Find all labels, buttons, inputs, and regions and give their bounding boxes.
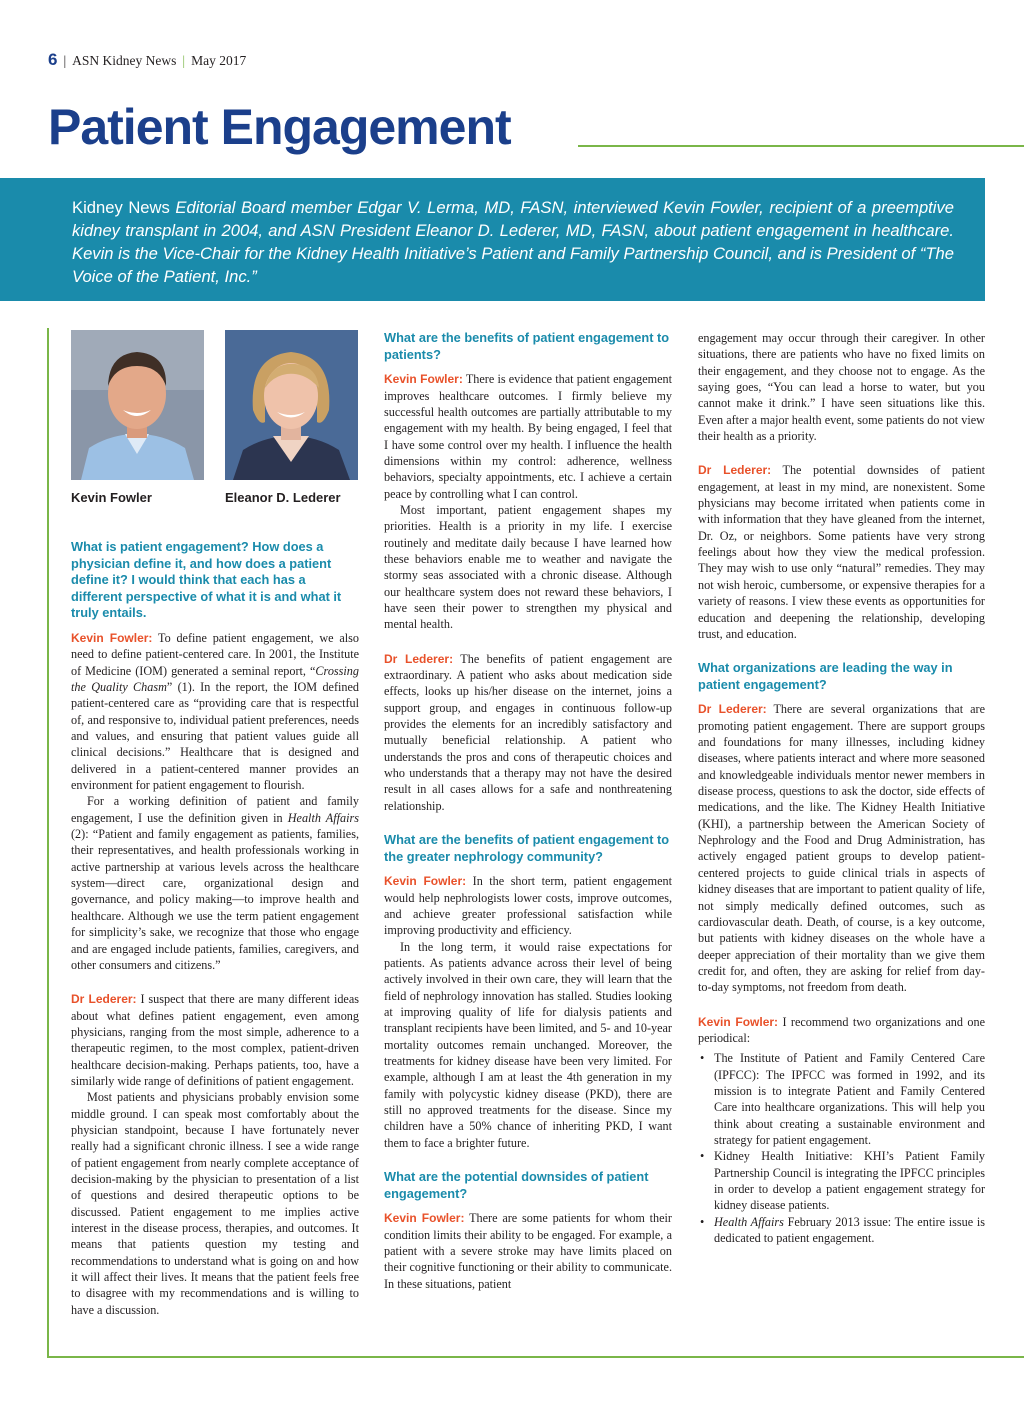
answer-text: ” (1). In the report, the IOM defined patient-centered care as “providing care that is respectful of, and responsive to, individual patient preferences, needs and values, and ensuring that patient values guide all clinical decisions.” Healthcare that is designed and delivered in a patient-centered manner provides an environment for patient engagement to flourish.: [71, 680, 359, 793]
photo-kevin-fowler: [71, 330, 204, 480]
answer-paragraph: [698, 701, 985, 995]
speaker-label: Dr Lederer:: [384, 651, 454, 666]
speaker-label: Dr Lederer:: [71, 992, 137, 1007]
answer-text: To define patient engagement, we also need to define patient-centered care. In 2001, the Institute of Medicine (IOM) generated a seminal report, “: [71, 630, 359, 678]
column-2: [384, 330, 672, 1292]
answer-paragraph: engagement may occur through their caregiver. In other situations, there are patients who have no fixed limits on their engagement, and they choose not to engage. As the saying goes, “You can lead a horse to water, but you cannot make it drink.” I have seen situations like this. Even after a major health event, some patients do not view their health as a priority.: [698, 331, 985, 444]
answer-paragraph: [71, 793, 359, 973]
citation-title: Health Affairs: [714, 1214, 784, 1229]
publication-name: ASN Kidney News: [72, 53, 177, 68]
header-separator: |: [182, 53, 186, 68]
answer-paragraph: [71, 991, 359, 1089]
list-item: • The Institute of Patient and Family Centered Care (IPFCC): The IPFCC was formed in 1992, and its mission is to integrate Patient and Family Centered Care into healthcare organizations. This will help you think about creating a sustainable environment and strategy for patient engagement.: [698, 1050, 985, 1148]
answer-text: I suspect that there are many different ideas about what defines patient engagement, even among physicians, ranging from the most simple, adherence to a therapeutic regimen, to the most complex, patient-driven healthcare decision-making. Perhaps patients, too, have a similarly wide range of definitions of patient engagement.: [71, 992, 359, 1088]
column-1: [71, 330, 359, 1318]
photo-caption-left: Kevin Fowler: [71, 490, 152, 505]
speaker-label: Kevin Fowler:: [384, 372, 463, 387]
question-heading: What are the benefits of patient engagement to the greater nephrology community?: [384, 832, 670, 864]
speaker-label: Kevin Fowler:: [698, 1014, 779, 1029]
citation-title: Health Affairs: [287, 810, 359, 825]
speaker-label: Kevin Fowler:: [384, 1211, 465, 1226]
question-heading: What are the potential downsides of patient engagement?: [384, 1169, 649, 1201]
answer-paragraph: In the long term, it would raise expectations for patients. As patients advance across their level of being actively involved in their own care, they will learn that the field of nephrology innovation has stalled. Studies looking at improving quality of life for dialysis patients and transplant recipients have been limited, and 5- and 10-year mortality outcomes remain unchanged. Moreover, the treatments for kidney disease have been very limited. For example, although I am at least the 4th generation in my family with polycystic kidney disease (PKD), there are still no approved treatments for the disease. Since my children have a 50% chance of inheriting PKD, I want them to face a brighter future.: [384, 939, 672, 1150]
answer-text: There is evidence that patient engagement improves healthcare outcomes. I firmly believe my successful health outcomes are partially attributable to my engagement with my health. By being engaged, I feel that I have some control over my health. I influence the health dimensions within my control: adherence, wellness behaviors, specialty appointments, etc. I achieve a certain peace by controlling what I can control.: [384, 372, 672, 501]
intro-text: [72, 196, 954, 288]
list-item: [698, 1214, 985, 1247]
running-head: 6 | ASN Kidney News | May 2017: [48, 50, 247, 69]
issue-date: May 2017: [191, 53, 247, 68]
citation-title: Crossing the Quality Chasm: [71, 663, 359, 694]
speaker-label: Dr Lederer:: [698, 463, 772, 478]
speaker-label: Kevin Fowler:: [71, 630, 153, 645]
intro-banner: [0, 178, 985, 301]
page-title: Patient Engagement: [48, 99, 511, 155]
speaker-label: Kevin Fowler:: [384, 874, 467, 889]
question-heading: What organizations are leading the way in patient engagement?: [698, 660, 953, 692]
bottom-rule: [47, 1356, 1024, 1358]
column-3: [698, 330, 985, 1246]
speaker-label: Dr Lederer:: [698, 702, 767, 717]
photo-caption-right: Eleanor D. Lederer: [225, 490, 341, 505]
list-item: • Kidney Health Initiative: KHI’s Patient Family Partnership Council is integrating the IPFCC principles in order to develop a patient engagement strategy for kidney disease patients.: [698, 1148, 985, 1213]
list-item-text: February 2013 issue: The entire issue is dedicated to patient engagement.: [714, 1214, 985, 1246]
title-rule: [578, 145, 1024, 147]
intro-body: Editorial Board member Edgar V. Lerma, MD, FASN, interviewed Kevin Fowler, recipient of a preemptive kidney transplant in 2004, and ASN President Eleanor D. Lederer, MD, FASN, about patient engagement in healthcare. Kevin is the Vice-Chair for the Kidney Health Initiative’s Patient and Family Partnership Council, and is President of “The Voice of the Patient, Inc.”: [72, 198, 954, 286]
answer-text: The potential downsides of patient engagement, at least in my mind, are nonexistent. Some physicians may become irritated when patients come in with information that they have gleaned from the internet, Dr. Oz, or neighbors. Some patients have very strong feelings about how they view the medical profession. They may wish to use only “natural” remedies. They may not wish heroic, cumbersome, or expensive therapies for a variety of reasons. I view these events as opportunities for education and deepening the relationship, developing trust, and education.: [698, 463, 986, 641]
answer-text: In the short term, patient engagement would help nephrologists lower costs, improve outcomes, and achieve greater professional satisfaction while improving productivity and efficiency.: [384, 874, 672, 938]
answer-paragraph: [698, 1014, 985, 1047]
answer-paragraph: Most patients and physicians probably envision some middle ground. I can speak most comfortably about the physician standpoint, because I have fortunately never really had a significant chronic illness. I see a wide range of patient engagement from nearly complete acceptance of decision-making by the physician to presentation of a list of questions and desired therapeutic options to be discussed. Patient engagement to me implies active interest in the disease process, therapies, and outcomes. It means that patients question my testing and recommendations to understand what is going on and how it will affect their lives. It means that the patient feels free to disagree with my recommendations and is willing to have a discussion.: [71, 1090, 359, 1317]
recommendation-list: [698, 1050, 985, 1246]
answer-paragraph: [384, 873, 672, 938]
question-heading: What are the benefits of patient engagement to patients?: [384, 330, 670, 362]
answer-paragraph: [384, 371, 672, 502]
photo-eleanor-lederer: [225, 330, 358, 480]
page-number: 6: [48, 50, 58, 69]
answer-text: There are several organizations that are promoting patient engagement. There are support groups and foundations for many illnesses, including kidney diseases, where patients interact and where more seasoned and knowledgeable individuals mentor newer members in disease process, questions to ask the doctor, side effects of medications, and the like. The Kidney Health Initiative (KHI), a partnership between the American Society of Nephrology and the Food and Drug Administration, has actively engaged patient groups to develop patient-centered projects to guide clinical trials in aspects of kidney diseases that are important to patient quality of life, not simply medically defined outcomes, such as cardiovascular death. Death, of course, is a key outcome, but patients with kidney diseases on the whole have a deeper appreciation of their mortality than we give them credit for, and often, they are asking for relief from day-to-day symptoms, not freedom from death.: [698, 702, 986, 995]
question-heading: What is patient engagement? How does a physician define it, and how does a patient define it? I would think that each has a different perspective of what it is and what it truly entails.: [71, 539, 342, 621]
answer-text: For a working definition of patient and family engagement, I use the definition given in: [71, 794, 359, 825]
answer-paragraph: [384, 651, 672, 814]
left-rule: [47, 328, 49, 1358]
answer-text: There are some patients for whom their condition limits their ability to be engaged. For example, a patient with a severe stroke may have limits placed on their cognitive functioning or their ability to communicate. In these situations, patient: [384, 1211, 672, 1291]
answer-text: The benefits of patient engagement are extraordinary. A patient who asks about medication side effects, looks up his/her disease on the internet, joins a support group, and engages in continuous follow-up provides the elements for an incredibly satisfactory and mutually beneficial relationship. A patient who understands the pros and cons of therapeutic choices and who understands that a therapy may not have the desired result in all cases allows for a safe and nonthreatening relationship.: [384, 651, 673, 813]
answer-paragraph: [698, 462, 985, 642]
intro-lead: Kidney News: [72, 198, 170, 217]
answer-text: (2): “Patient and family engagement as patients, families, their representatives, and health professionals working in active partnership at various levels across the healthcare system—direct care, organizational design and governance, and policy making—to improve health and healthcare. Although we use the term patient engagement for simplicity’s sake, we recognize that those who engage and are engaged include patients, families, caregivers, and other consumers and citizens.”: [71, 827, 359, 972]
answer-paragraph: Most important, patient engagement shapes my priorities. Health is a priority in my life. I exercise routinely and meditate daily because I have learned how these behaviors enable me to weather and navigate the stormy seas associated with a chronic disease. Although our healthcare system does not reward these behaviors, I have seen their power to strengthen my physical and mental health.: [384, 502, 672, 632]
answer-text: I recommend two organizations and one periodical:: [698, 1014, 985, 1045]
answer-paragraph: [384, 1210, 672, 1292]
photo-row: [71, 330, 359, 520]
answer-paragraph: [71, 630, 359, 793]
